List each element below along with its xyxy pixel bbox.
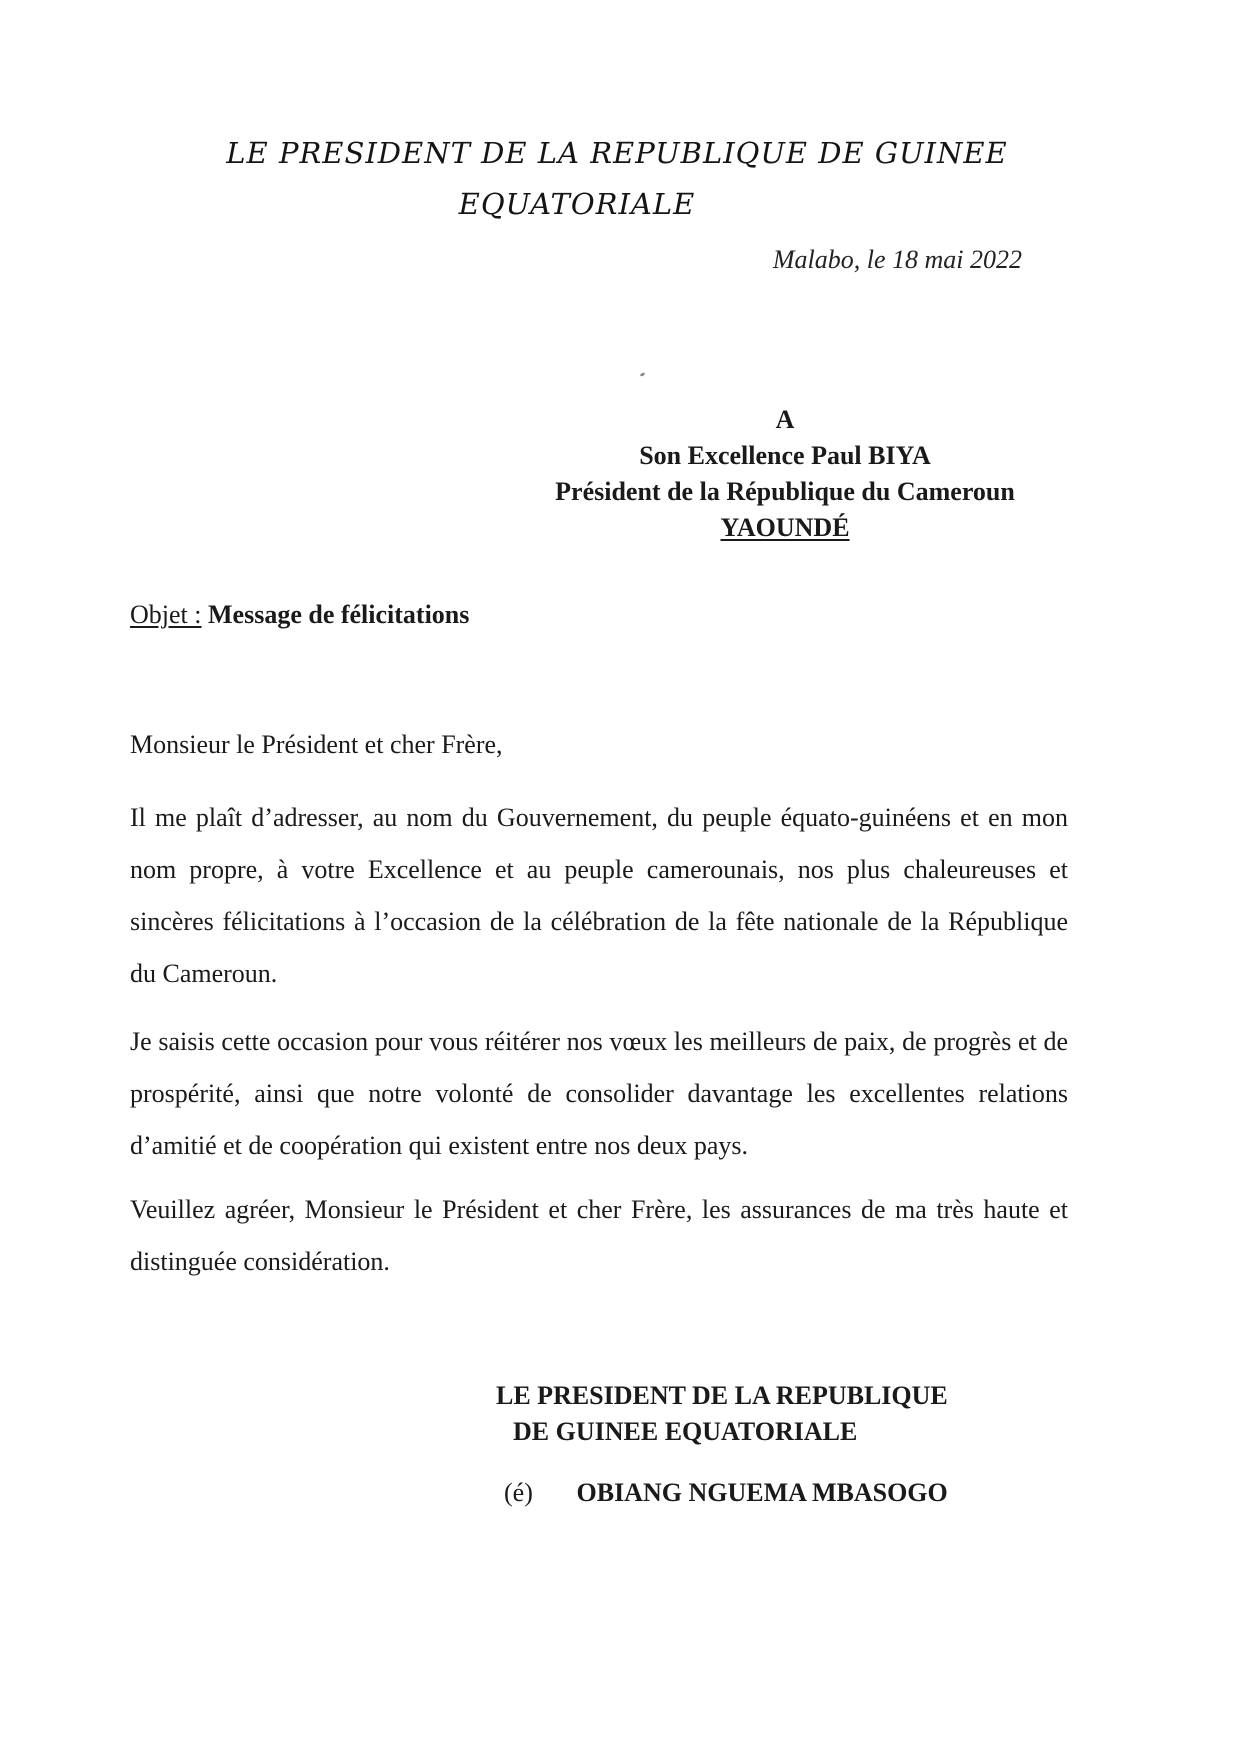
recipient-name: Son Excellence Paul BIYA bbox=[639, 441, 931, 470]
subject-label: Objet : bbox=[130, 600, 202, 629]
recipient-city: YAOUNDÉ bbox=[720, 513, 850, 542]
subject-line bbox=[130, 600, 469, 630]
letterhead bbox=[0, 128, 1234, 230]
letter-date: Malabo, le 18 mai 2022 bbox=[772, 245, 1022, 274]
body-paragraph-2: Je saisis cette occasion pour vous réitérer nos vœux les meilleurs de paix, de progrès et de prospérité, ainsi que notre volonté de consolider davantage les excellentes relations d’amitié et de coopération qui existent entre nos deux pays. bbox=[130, 1027, 1068, 1160]
recipient-block bbox=[520, 402, 1050, 546]
signature-title-line-2: DE GUINEE EQUATORIALE bbox=[513, 1417, 858, 1446]
signer-line bbox=[504, 1478, 948, 1508]
body-paragraph-1: Il me plaît d’adresser, au nom du Gouvernement, du peuple équato-guinéens et en mon nom propre, à votre Excellence et au peuple camerounais, nos plus chaleureuses et sincères félicitations à l’occasion de la célébration de la fête nationale de la République du Cameroun. bbox=[130, 803, 1068, 988]
recipient-title: Président de la République du Cameroun bbox=[555, 477, 1015, 506]
salutation: Monsieur le Président et cher Frère, bbox=[130, 730, 503, 759]
letterhead-line-2: EQUATORIALE bbox=[458, 187, 696, 221]
body-paragraph-3: Veuillez agréer, Monsieur le Président et cher Frère, les assurances de ma très haute et distinguée considération. bbox=[130, 1195, 1068, 1276]
signature-title-line-1: LE PRESIDENT DE LA REPUBLIQUE bbox=[496, 1381, 948, 1410]
signature-block bbox=[496, 1378, 948, 1450]
signer-name: OBIANG NGUEMA MBASOGO bbox=[576, 1478, 948, 1507]
signed-mark: (é) bbox=[504, 1478, 533, 1507]
scan-speck bbox=[640, 372, 646, 377]
subject-text: Message de félicitations bbox=[208, 600, 470, 629]
letterhead-line-1: LE PRESIDENT DE LA REPUBLIQUE DE GUINEE bbox=[226, 136, 1008, 170]
recipient-prefix: A bbox=[775, 405, 795, 434]
